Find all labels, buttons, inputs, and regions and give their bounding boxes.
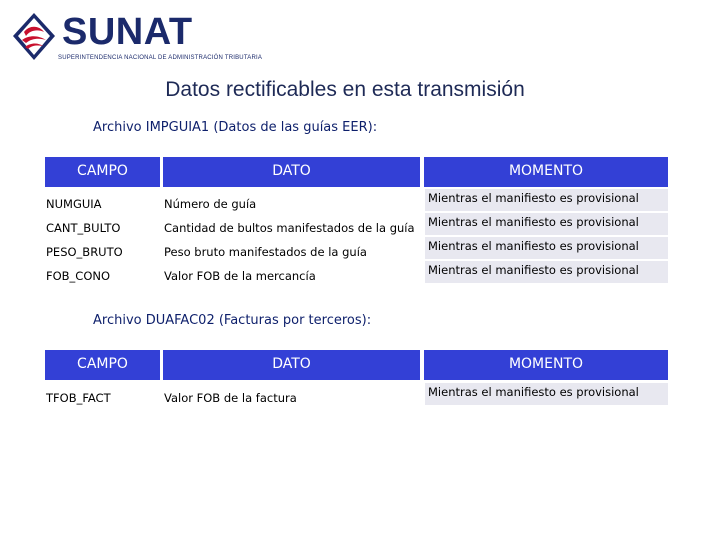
table-cell-momento: Mientras el manifiesto es provisional [425,383,668,405]
sunat-emblem-icon [10,10,60,65]
section-heading: Archivo DUAFAC02 (Facturas por terceros): [93,313,372,328]
table-cell-dato: Cantidad de bultos manifestados de la guía [164,221,415,235]
table-cell-momento: Mientras el manifiesto es provisional [425,213,668,235]
table-cell-dato: Número de guía [164,197,257,211]
table-cell-momento: Mientras el manifiesto es provisional [425,261,668,283]
table-cell-campo: PESO_BRUTO [46,245,123,259]
column-header-momento: MOMENTO [424,350,668,380]
column-header-campo: CAMPO [45,350,160,380]
table-cell-campo: FOB_CONO [46,269,111,283]
column-header-momento: MOMENTO [424,157,668,187]
table-cell-dato: Valor FOB de la factura [164,391,297,405]
table-cell-campo: NUMGUIA [46,197,102,211]
table-cell-dato: Peso bruto manifestados de la guía [164,245,367,259]
table-cell-momento: Mientras el manifiesto es provisional [425,237,668,259]
table-cell-momento: Mientras el manifiesto es provisional [425,189,668,211]
section-heading: Archivo IMPGUIA1 (Datos de las guías EER): [93,120,378,135]
column-header-dato: DATO [163,350,420,380]
column-header-campo: CAMPO [45,157,160,187]
logo-subtitle: SUPERINTENDENCIA NACIONAL DE ADMINISTRACIÓN TRIBUTARIA [58,55,263,61]
table-cell-campo: TFOB_FACT [46,391,111,405]
sunat-logo [10,10,263,65]
table-cell-dato: Valor FOB de la mercancía [164,269,316,283]
table-cell-campo: CANT_BULTO [46,221,121,235]
logo-wordmark: SUNAT [62,11,193,53]
page-title: Datos rectificables en esta transmisión [165,78,525,101]
column-header-dato: DATO [163,157,420,187]
